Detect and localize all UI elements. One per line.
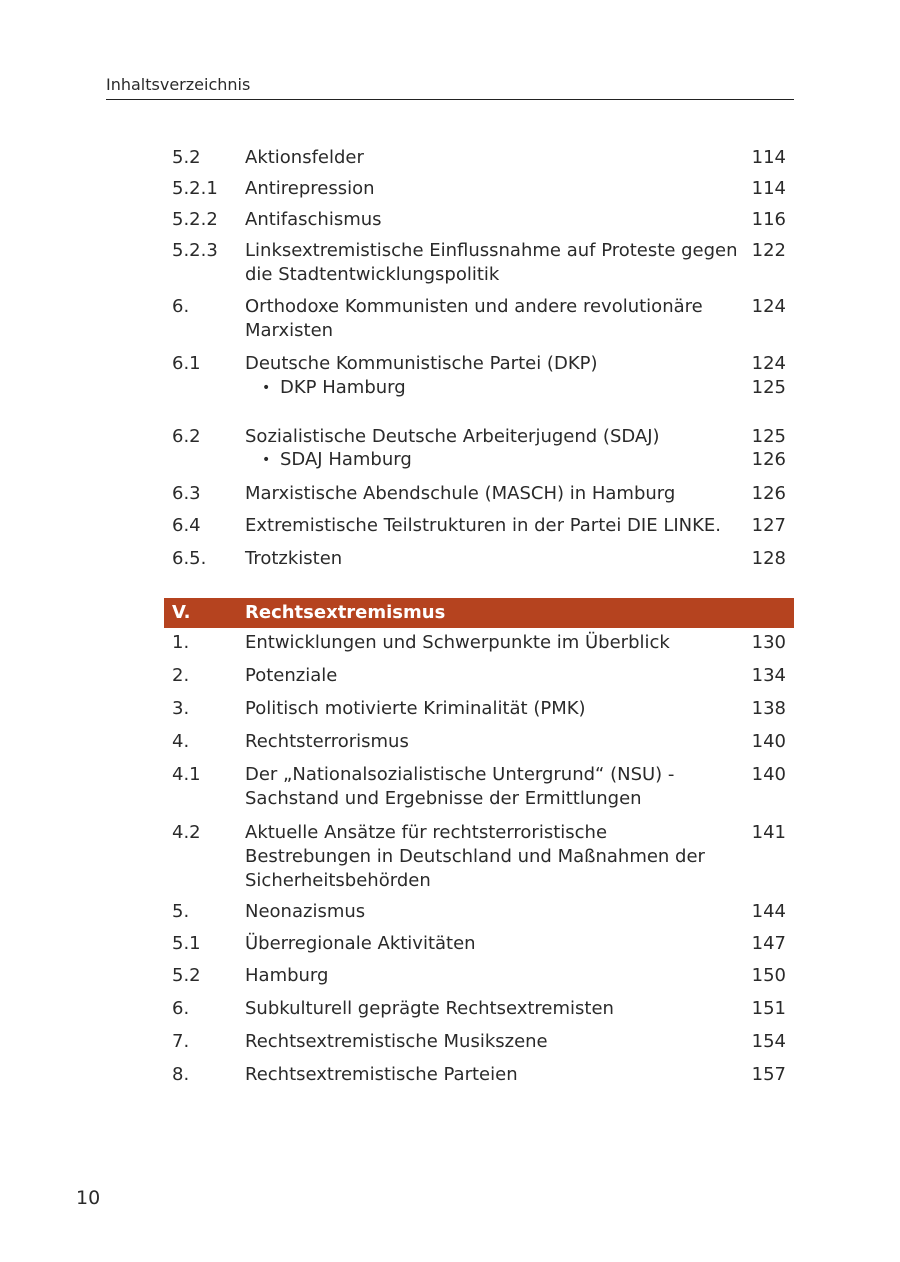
toc-entry-number: 6.4: [172, 515, 201, 536]
toc-entry-number: 5.2.1: [172, 178, 218, 199]
toc-entry-number: 1.: [172, 632, 190, 653]
toc-entry-title: Sozialistische Deutsche Arbeiterjugend (SDAJ): [245, 426, 660, 447]
section-title: Rechtsextremismus: [245, 602, 446, 623]
toc-entry-title: Aktuelle Ansätze für rechtsterroristische Bestrebungen in Deutschland und Maßnahmen der Sicherheitsbehörden: [245, 822, 705, 891]
toc-entry-page: 141: [751, 822, 786, 843]
section-number: V.: [172, 602, 191, 623]
toc-entry-page: 154: [751, 1031, 786, 1052]
toc-entry-number: 4.1: [172, 764, 201, 785]
toc-subentry-title: DKP Hamburg: [280, 377, 406, 398]
toc-subentry-page: 125: [751, 377, 786, 398]
toc-entry-number: 7.: [172, 1031, 190, 1052]
toc-entry-page: 124: [751, 353, 786, 374]
toc-entry-number: 5.2: [172, 965, 201, 986]
toc-entry-title: Marxistische Abendschule (MASCH) in Hamburg: [245, 483, 676, 504]
toc-entry-number: 5.1: [172, 933, 201, 954]
toc-entry-title: Rechtsextremistische Parteien: [245, 1064, 518, 1085]
toc-entry-number: 6.1: [172, 353, 201, 374]
toc-entry-title: Rechtsterrorismus: [245, 731, 409, 752]
toc-entry-page: 126: [751, 483, 786, 504]
running-head: Inhaltsverzeichnis: [106, 75, 794, 100]
toc-entry-number: 6.: [172, 998, 190, 1019]
bullet-icon: •: [262, 452, 271, 468]
toc-entry-number: 5.2.3: [172, 240, 218, 261]
toc-entry-title: Neonazismus: [245, 901, 366, 922]
toc-entry-title: Antirepression: [245, 178, 375, 199]
toc-entry-number: 6.: [172, 296, 190, 317]
toc-entry-title: Überregionale Aktivitäten: [245, 933, 476, 954]
toc-entry-page: 128: [751, 548, 786, 569]
page-number: 10: [76, 1187, 101, 1209]
toc-entry-title: Hamburg: [245, 965, 329, 986]
toc-entry-number: 6.2: [172, 426, 201, 447]
toc-entry-title: Trotzkisten: [245, 548, 343, 569]
toc-entry-page: 127: [751, 515, 786, 536]
toc-entry-number: 5.: [172, 901, 190, 922]
toc-entry-page: 157: [751, 1064, 786, 1085]
toc-entry-page: 130: [751, 632, 786, 653]
toc-entry-title: Deutsche Kommunistische Partei (DKP): [245, 353, 598, 374]
toc-entry-title: Aktionsfelder: [245, 147, 364, 168]
toc-entry-number: 3.: [172, 698, 190, 719]
toc-entry-page: 144: [751, 901, 786, 922]
toc-entry-page: 116: [751, 209, 786, 230]
toc-entry-page: 147: [751, 933, 786, 954]
toc-entry-title: Politisch motivierte Kriminalität (PMK): [245, 698, 586, 719]
toc-entry-title: Linksextremistische Einflussnahme auf Proteste gegen die Stadtentwicklungspolitik: [245, 240, 738, 285]
toc-entry-number: 6.3: [172, 483, 201, 504]
toc-entry-title: Potenziale: [245, 665, 338, 686]
toc-entry-title: Extremistische Teilstrukturen in der Partei DIE LINKE.: [245, 515, 722, 536]
toc-entry-title: Subkulturell geprägte Rechtsextremisten: [245, 998, 614, 1019]
toc-entry-page: 138: [751, 698, 786, 719]
toc-entry-title: Orthodoxe Kommunisten und andere revolutionäre Marxisten: [245, 296, 703, 341]
toc-entry-number: 4.: [172, 731, 190, 752]
toc-entry-title: Rechtsextremistische Musikszene: [245, 1031, 548, 1052]
bullet-icon: •: [262, 380, 271, 396]
toc-entry-page: 140: [751, 764, 786, 785]
toc-entry-page: 150: [751, 965, 786, 986]
toc-entry-number: 6.5.: [172, 548, 207, 569]
toc-entry-page: 122: [751, 240, 786, 261]
section-header-rechtsextremismus[interactable]: [164, 598, 794, 628]
toc-entry-title: Der „Nationalsozialistische Untergrund“ (NSU) - Sachstand und Ergebnisse der Ermittlungen: [245, 764, 675, 809]
toc-entry-number: 5.2.2: [172, 209, 218, 230]
toc-entry-page: 114: [751, 147, 786, 168]
toc-entry-number: 4.2: [172, 822, 201, 843]
toc-subentry-page: 126: [751, 449, 786, 470]
toc-entry-title: Antifaschismus: [245, 209, 382, 230]
toc-entry-page: 125: [751, 426, 786, 447]
toc-entry-page: 114: [751, 178, 786, 199]
toc-entry-page: 134: [751, 665, 786, 686]
toc-entry-number: 8.: [172, 1064, 190, 1085]
toc-entry-page: 140: [751, 731, 786, 752]
toc-entry-page: 124: [751, 296, 786, 317]
toc-entry-title: Entwicklungen und Schwerpunkte im Überblick: [245, 632, 670, 653]
toc-entry-number: 5.2: [172, 147, 201, 168]
toc-entry-number: 2.: [172, 665, 190, 686]
toc-subentry-title: SDAJ Hamburg: [280, 449, 412, 470]
toc-entry-page: 151: [751, 998, 786, 1019]
